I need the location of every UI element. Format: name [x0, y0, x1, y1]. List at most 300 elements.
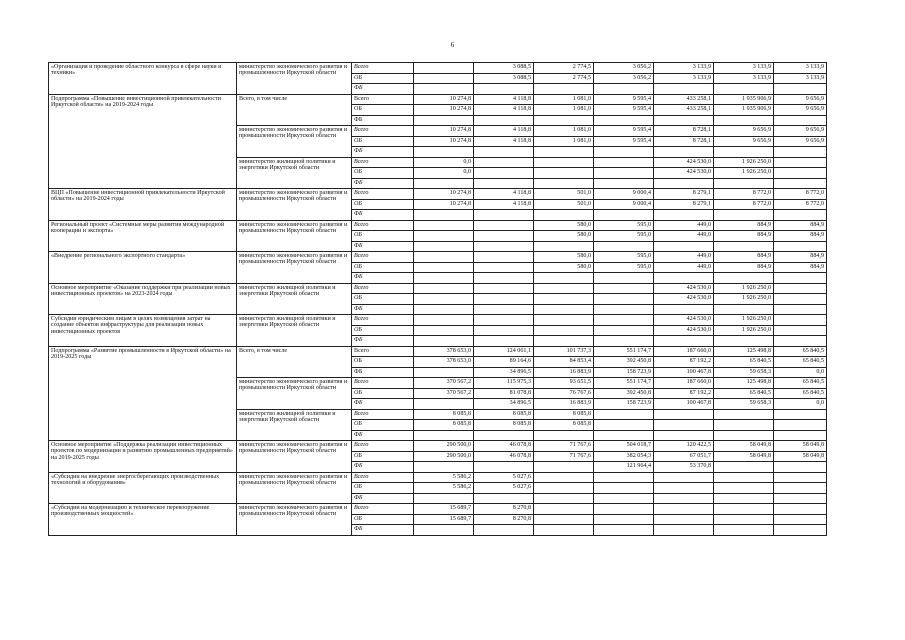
amount-cell: 10 274,8 [414, 136, 474, 147]
amount-cell [474, 210, 534, 221]
funding-source-cell: Всего [352, 472, 414, 483]
amount-cell [414, 63, 474, 74]
funding-source-cell: ФБ [352, 399, 414, 410]
amount-cell: 884,9 [774, 262, 827, 273]
amount-cell [534, 504, 594, 515]
amount-cell: 1 926 250,0 [714, 294, 774, 305]
amount-cell [774, 420, 827, 431]
amount-cell: 93 651,5 [534, 378, 594, 389]
amount-cell: 2 774,5 [534, 63, 594, 74]
amount-cell [594, 493, 654, 504]
amount-cell: 424 530,0 [654, 294, 714, 305]
amount-cell: 58 049,8 [714, 441, 774, 452]
amount-cell: 125 498,8 [714, 378, 774, 389]
executor-cell: министерство экономического развития и промышленности Иркутской области [237, 220, 352, 252]
amount-cell [774, 210, 827, 221]
amount-cell: 158 723,9 [594, 399, 654, 410]
amount-cell: 5 586,2 [414, 483, 474, 494]
amount-cell: 89 164,6 [474, 357, 534, 368]
amount-cell [534, 210, 594, 221]
funding-source-cell: Всего [352, 63, 414, 74]
amount-cell [414, 252, 474, 263]
amount-cell [594, 325, 654, 336]
amount-cell [594, 210, 654, 221]
amount-cell: 4 118,8 [474, 199, 534, 210]
amount-cell [714, 210, 774, 221]
amount-cell: 9 000,4 [594, 189, 654, 200]
amount-cell [414, 430, 474, 441]
amount-cell [774, 157, 827, 168]
amount-cell: 3 133,9 [654, 73, 714, 84]
amount-cell [594, 294, 654, 305]
amount-cell [594, 283, 654, 294]
amount-cell: 3 088,5 [474, 63, 534, 74]
amount-cell [774, 504, 827, 515]
amount-cell: 9 595,4 [594, 105, 654, 116]
budget-table [48, 62, 827, 536]
amount-cell: 504 018,7 [594, 441, 654, 452]
amount-cell: 884,9 [714, 252, 774, 263]
amount-cell [654, 504, 714, 515]
funding-source-cell: ОБ [352, 262, 414, 273]
amount-cell [414, 315, 474, 326]
amount-cell [714, 493, 774, 504]
amount-cell [654, 84, 714, 95]
program-name-cell: Основное мероприятие «Поддержка реализации инвестиционных проектов по модернизации и развитию промышленных предприятий» на 2019-2025 годы [49, 441, 237, 473]
amount-cell [774, 472, 827, 483]
amount-cell: 290 500,0 [414, 451, 474, 462]
amount-cell [594, 273, 654, 284]
amount-cell [474, 525, 534, 536]
amount-cell: 3 133,9 [714, 63, 774, 74]
amount-cell [654, 273, 714, 284]
amount-cell [534, 525, 594, 536]
amount-cell: 76 767,6 [534, 388, 594, 399]
amount-cell: 15 689,7 [414, 504, 474, 515]
amount-cell: 5 027,6 [474, 483, 534, 494]
funding-source-cell: ФБ [352, 273, 414, 284]
amount-cell [774, 336, 827, 347]
amount-cell [774, 483, 827, 494]
table-row [49, 220, 827, 231]
amount-cell: 8 728,1 [654, 136, 714, 147]
funding-source-cell: ФБ [352, 430, 414, 441]
amount-cell [534, 493, 594, 504]
amount-cell: 4 118,8 [474, 136, 534, 147]
amount-cell [534, 168, 594, 179]
amount-cell: 9 656,9 [774, 105, 827, 116]
amount-cell: 1 081,0 [534, 105, 594, 116]
amount-cell [414, 273, 474, 284]
amount-cell: 65 840,5 [714, 388, 774, 399]
amount-cell [714, 241, 774, 252]
amount-cell [414, 73, 474, 84]
amount-cell: 424 530,0 [654, 157, 714, 168]
amount-cell [474, 336, 534, 347]
amount-cell: 378 653,0 [414, 346, 474, 357]
funding-source-cell: ОБ [352, 325, 414, 336]
amount-cell: 65 840,5 [714, 357, 774, 368]
amount-cell [714, 483, 774, 494]
amount-cell [474, 273, 534, 284]
amount-cell [774, 430, 827, 441]
amount-cell [474, 493, 534, 504]
amount-cell: 424 530,0 [654, 325, 714, 336]
amount-cell: 9 000,4 [594, 199, 654, 210]
amount-cell [414, 231, 474, 242]
program-name-cell: ВЦП «Повышение инвестиционной привлекательности Иркутской области» на 2019-2024 годы [49, 189, 237, 221]
amount-cell: 595,0 [594, 231, 654, 242]
amount-cell: 8 772,0 [714, 199, 774, 210]
amount-cell: 87 192,2 [654, 357, 714, 368]
amount-cell: 15 689,7 [414, 514, 474, 525]
amount-cell [774, 115, 827, 126]
amount-cell [534, 325, 594, 336]
executor-cell: министерство экономического развития и промышленности Иркутской области [237, 441, 352, 473]
amount-cell: 8 085,8 [474, 420, 534, 431]
amount-cell: 53 370,8 [654, 462, 714, 473]
amount-cell [414, 262, 474, 273]
amount-cell: 87 192,2 [654, 388, 714, 399]
amount-cell: 884,9 [774, 220, 827, 231]
amount-cell: 9 656,9 [774, 94, 827, 105]
funding-source-cell: ОБ [352, 199, 414, 210]
funding-source-cell: Всего [352, 346, 414, 357]
amount-cell [654, 514, 714, 525]
amount-cell: 884,9 [774, 252, 827, 263]
amount-cell: 5 586,2 [414, 472, 474, 483]
amount-cell: 10 274,8 [414, 199, 474, 210]
executor-cell: министерство жилищной политики и энергетики Иркутской области [237, 409, 352, 441]
funding-source-cell: ФБ [352, 210, 414, 221]
amount-cell [474, 157, 534, 168]
amount-cell [474, 294, 534, 305]
funding-source-cell: ОБ [352, 136, 414, 147]
amount-cell [594, 472, 654, 483]
page-number: 6 [450, 41, 455, 49]
amount-cell [774, 304, 827, 315]
amount-cell: 4 118,8 [474, 189, 534, 200]
funding-source-cell: ОБ [352, 231, 414, 242]
amount-cell: 5 027,6 [474, 472, 534, 483]
amount-cell [414, 304, 474, 315]
funding-source-cell: Всего [352, 283, 414, 294]
amount-cell: 3 056,2 [594, 73, 654, 84]
amount-cell: 580,0 [534, 231, 594, 242]
amount-cell [534, 241, 594, 252]
amount-cell [474, 178, 534, 189]
amount-cell [594, 147, 654, 158]
amount-cell: 46 078,8 [474, 451, 534, 462]
amount-cell: 121 964,4 [594, 462, 654, 473]
amount-cell: 34 896,5 [474, 367, 534, 378]
funding-source-cell: Всего [352, 189, 414, 200]
amount-cell: 4 118,8 [474, 126, 534, 137]
amount-cell: 3 133,9 [714, 73, 774, 84]
amount-cell: 1 081,0 [534, 126, 594, 137]
amount-cell [474, 147, 534, 158]
amount-cell [474, 231, 534, 242]
funding-source-cell: Всего [352, 220, 414, 231]
amount-cell: 884,9 [714, 220, 774, 231]
amount-cell [534, 336, 594, 347]
amount-cell: 8 772,0 [714, 189, 774, 200]
amount-cell [774, 409, 827, 420]
amount-cell: 1 926 250,0 [714, 157, 774, 168]
amount-cell: 433 258,1 [654, 94, 714, 105]
amount-cell: 3 133,9 [774, 63, 827, 74]
amount-cell [414, 367, 474, 378]
amount-cell: 8 085,8 [534, 420, 594, 431]
amount-cell: 158 723,9 [594, 367, 654, 378]
amount-cell [474, 252, 534, 263]
amount-cell [534, 304, 594, 315]
amount-cell [414, 178, 474, 189]
amount-cell: 125 498,8 [714, 346, 774, 357]
amount-cell: 378 653,0 [414, 357, 474, 368]
amount-cell: 10 274,8 [414, 126, 474, 137]
amount-cell: 67 051,7 [654, 451, 714, 462]
funding-source-cell: ОБ [352, 168, 414, 179]
program-name-cell: Подпрограмма «Развитие промышленности в Иркутской области» на 2019-2025 годы [49, 346, 237, 441]
table-row [49, 441, 827, 452]
amount-cell: 9 656,9 [714, 136, 774, 147]
amount-cell [714, 430, 774, 441]
amount-cell [594, 115, 654, 126]
amount-cell [474, 325, 534, 336]
amount-cell [714, 147, 774, 158]
funding-source-cell: ФБ [352, 493, 414, 504]
amount-cell: 424 530,0 [654, 315, 714, 326]
amount-cell: 58 049,8 [774, 441, 827, 452]
table-row [49, 346, 827, 357]
amount-cell: 100 467,8 [654, 399, 714, 410]
amount-cell [594, 409, 654, 420]
amount-cell [474, 462, 534, 473]
amount-cell: 120 422,5 [654, 441, 714, 452]
amount-cell: 595,0 [594, 262, 654, 273]
amount-cell: 424 530,0 [654, 168, 714, 179]
executor-cell: министерство экономического развития и промышленности Иркутской области [237, 504, 352, 536]
amount-cell: 370 567,2 [414, 388, 474, 399]
table-row [49, 315, 827, 326]
amount-cell: 8 279,1 [654, 189, 714, 200]
amount-cell: 8 772,0 [774, 189, 827, 200]
amount-cell [414, 525, 474, 536]
amount-cell [474, 315, 534, 326]
amount-cell [594, 178, 654, 189]
funding-source-cell: Всего [352, 409, 414, 420]
executor-cell: министерство жилищной политики и энергетики Иркутской области [237, 283, 352, 315]
amount-cell: 8 270,8 [474, 504, 534, 515]
amount-cell: 9 656,9 [774, 136, 827, 147]
amount-cell [414, 241, 474, 252]
amount-cell [594, 241, 654, 252]
amount-cell [714, 304, 774, 315]
executor-cell: министерство экономического развития и промышленности Иркутской области [237, 378, 352, 410]
amount-cell: 424 530,0 [654, 283, 714, 294]
funding-source-cell: ФБ [352, 84, 414, 95]
amount-cell [474, 262, 534, 273]
executor-cell: министерство экономического развития и промышленности Иркутской области [237, 472, 352, 504]
amount-cell [774, 325, 827, 336]
amount-cell [414, 210, 474, 221]
funding-source-cell: Всего [352, 126, 414, 137]
amount-cell [774, 315, 827, 326]
amount-cell [714, 273, 774, 284]
amount-cell: 9 595,4 [594, 94, 654, 105]
amount-cell: 501,0 [534, 189, 594, 200]
amount-cell [594, 315, 654, 326]
amount-cell [534, 430, 594, 441]
executor-cell: министерство жилищной политики и энергетики Иркутской области [237, 315, 352, 347]
amount-cell [414, 115, 474, 126]
amount-cell: 2 774,5 [534, 73, 594, 84]
amount-cell: 71 767,6 [534, 441, 594, 452]
amount-cell: 8 085,8 [534, 409, 594, 420]
amount-cell [594, 336, 654, 347]
amount-cell: 0,0 [414, 157, 474, 168]
amount-cell: 501,0 [534, 199, 594, 210]
funding-source-cell: ФБ [352, 115, 414, 126]
amount-cell [534, 283, 594, 294]
amount-cell [474, 84, 534, 95]
amount-cell [414, 294, 474, 305]
amount-cell: 10 274,8 [414, 94, 474, 105]
amount-cell: 71 767,6 [534, 451, 594, 462]
amount-cell [534, 462, 594, 473]
amount-cell [474, 430, 534, 441]
funding-source-cell: ОБ [352, 294, 414, 305]
amount-cell [714, 504, 774, 515]
amount-cell: 59 658,3 [714, 399, 774, 410]
amount-cell [534, 147, 594, 158]
amount-cell: 370 567,2 [414, 378, 474, 389]
amount-cell: 884,9 [714, 262, 774, 273]
amount-cell [534, 115, 594, 126]
funding-source-cell: ОБ [352, 514, 414, 525]
amount-cell: 433 258,1 [654, 105, 714, 116]
amount-cell: 884,9 [714, 231, 774, 242]
amount-cell [774, 514, 827, 525]
amount-cell [594, 157, 654, 168]
amount-cell [654, 336, 714, 347]
funding-source-cell: ОБ [352, 420, 414, 431]
amount-cell [594, 84, 654, 95]
amount-cell [654, 430, 714, 441]
amount-cell: 3 056,2 [594, 63, 654, 74]
amount-cell [714, 409, 774, 420]
amount-cell [774, 294, 827, 305]
program-name-cell: Субсидии юридическим лицам в целях возмещения затрат на создание объектов инфраструктуры для реализации новых инвестиционных проектов [49, 315, 237, 347]
amount-cell: 58 049,8 [774, 451, 827, 462]
funding-source-cell: ФБ [352, 336, 414, 347]
amount-cell [654, 472, 714, 483]
amount-cell [594, 504, 654, 515]
amount-cell: 449,0 [654, 231, 714, 242]
funding-source-cell: ОБ [352, 451, 414, 462]
amount-cell [654, 304, 714, 315]
amount-cell: 1 926 250,0 [714, 325, 774, 336]
amount-cell: 9 595,4 [594, 136, 654, 147]
amount-cell: 9 656,9 [714, 126, 774, 137]
amount-cell: 1 926 250,0 [714, 315, 774, 326]
amount-cell [534, 472, 594, 483]
amount-cell: 8 085,8 [414, 420, 474, 431]
funding-source-cell: Всего [352, 441, 414, 452]
amount-cell: 9 656,9 [774, 126, 827, 137]
executor-cell: министерство экономического развития и промышленности Иркутской области [237, 63, 352, 95]
funding-source-cell: ФБ [352, 367, 414, 378]
amount-cell [654, 525, 714, 536]
amount-cell: 65 840,5 [774, 388, 827, 399]
amount-cell: 187 660,0 [654, 346, 714, 357]
amount-cell: 1 926 250,0 [714, 168, 774, 179]
funding-source-cell: ФБ [352, 462, 414, 473]
amount-cell: 16 883,9 [534, 367, 594, 378]
funding-source-cell: ФБ [352, 147, 414, 158]
table-row [49, 94, 827, 105]
amount-cell: 9 595,4 [594, 126, 654, 137]
table-row [49, 504, 827, 515]
amount-cell [714, 178, 774, 189]
amount-cell: 115 975,3 [474, 378, 534, 389]
amount-cell [714, 84, 774, 95]
funding-source-cell: ФБ [352, 525, 414, 536]
amount-cell [594, 420, 654, 431]
amount-cell: 81 078,8 [474, 388, 534, 399]
amount-cell [714, 420, 774, 431]
amount-cell: 3 133,9 [654, 63, 714, 74]
amount-cell: 1 081,0 [534, 136, 594, 147]
amount-cell [534, 315, 594, 326]
amount-cell [654, 409, 714, 420]
amount-cell [774, 178, 827, 189]
amount-cell [594, 430, 654, 441]
amount-cell: 84 853,4 [534, 357, 594, 368]
amount-cell [534, 273, 594, 284]
amount-cell [534, 483, 594, 494]
table-row [49, 189, 827, 200]
amount-cell [654, 493, 714, 504]
amount-cell: 290 500,0 [414, 441, 474, 452]
amount-cell: 382 054,3 [594, 451, 654, 462]
amount-cell [774, 168, 827, 179]
amount-cell [534, 157, 594, 168]
amount-cell [594, 483, 654, 494]
amount-cell: 8 279,1 [654, 199, 714, 210]
amount-cell [654, 483, 714, 494]
amount-cell [474, 304, 534, 315]
amount-cell: 124 061,1 [474, 346, 534, 357]
amount-cell [594, 304, 654, 315]
funding-source-cell: ФБ [352, 178, 414, 189]
amount-cell [534, 178, 594, 189]
amount-cell: 3 133,9 [774, 73, 827, 84]
funding-source-cell: ФБ [352, 241, 414, 252]
amount-cell [414, 493, 474, 504]
amount-cell [774, 283, 827, 294]
amount-cell [414, 283, 474, 294]
amount-cell [654, 147, 714, 158]
amount-cell [714, 115, 774, 126]
program-name-cell: «Субсидии на внедрение энергосберегающих производственных технологий и оборудования» [49, 472, 237, 504]
amount-cell [474, 220, 534, 231]
amount-cell [774, 84, 827, 95]
amount-cell: 65 840,5 [774, 346, 827, 357]
amount-cell [654, 241, 714, 252]
funding-source-cell: Всего [352, 504, 414, 515]
